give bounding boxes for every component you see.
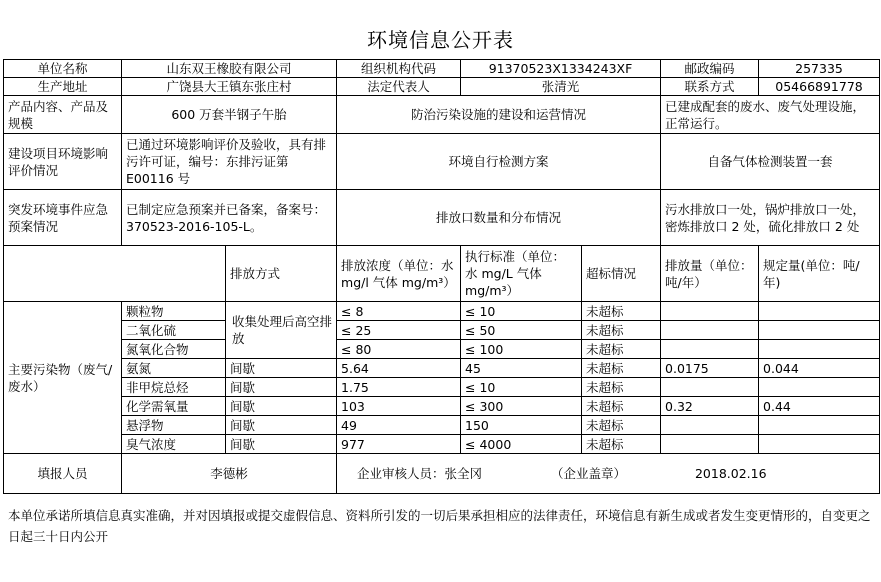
page-title: 环境信息公开表	[367, 28, 514, 52]
pollutant-concentration: 1.75	[337, 378, 461, 397]
facility-label: 防治污染设施的建设和运营情况	[337, 96, 661, 134]
header-blank	[4, 246, 226, 302]
unit-name-value: 山东双王橡胶有限公司	[122, 60, 337, 78]
postal-code-label: 邮政编码	[661, 60, 759, 78]
pollutant-status: 未超标	[582, 435, 661, 454]
filler-row	[4, 454, 880, 494]
header-concentration: 排放浓度（单位：水 mg/l 气体 mg/m³）	[337, 246, 461, 302]
header-method: 排放方式	[226, 246, 337, 302]
pollutant-method: 间歇	[226, 397, 337, 416]
fill-date: 2018.02.16	[694, 466, 767, 481]
pollutant-quota: 0.44	[759, 397, 880, 416]
pollutant-concentration: 977	[337, 435, 461, 454]
info-table	[3, 59, 880, 494]
pollutant-method: 间歇	[226, 378, 337, 397]
pollutant-amount	[661, 435, 759, 454]
pollutant-concentration: ≤ 25	[337, 321, 461, 340]
pollutant-amount	[661, 321, 759, 340]
pollutant-name: 氮氧化合物	[122, 340, 226, 359]
filler-label: 填报人员	[4, 454, 122, 494]
pollutant-name: 氨氮	[122, 359, 226, 378]
pollutant-method: 间歇	[226, 416, 337, 435]
table-row	[4, 190, 880, 246]
pollutant-row	[4, 359, 880, 378]
table-row	[4, 60, 880, 78]
pollutant-standard: ≤ 50	[461, 321, 582, 340]
pollutant-row	[4, 321, 880, 340]
pollutant-concentration: 103	[337, 397, 461, 416]
pollutant-amount: 0.32	[661, 397, 759, 416]
emergency-plan-value: 已制定应急预案并已备案，备案号：370523-2016-105-L。	[122, 190, 337, 246]
pollutant-concentration: ≤ 8	[337, 302, 461, 321]
contact-value: 05466891778	[759, 78, 880, 96]
product-value: 600 万套半钢子午胎	[122, 96, 337, 134]
table-row	[4, 134, 880, 190]
pollutant-concentration: 5.64	[337, 359, 461, 378]
monitor-plan-value: 自备气体检测装置一套	[661, 134, 880, 190]
pollutant-row	[4, 340, 880, 359]
pollutant-name: 颗粒物	[122, 302, 226, 321]
header-exceed: 超标情况	[582, 246, 661, 302]
filler-name: 李德彬	[122, 454, 337, 494]
monitor-plan-label: 环境自行检测方案	[337, 134, 661, 190]
pollutant-amount: 0.0175	[661, 359, 759, 378]
pollutant-concentration: ≤ 80	[337, 340, 461, 359]
pollutant-concentration: 49	[337, 416, 461, 435]
pollutant-header-row	[4, 246, 880, 302]
table-row	[4, 96, 880, 134]
pollutant-quota	[759, 321, 880, 340]
emergency-plan-label: 突发环境事件应急预案情况	[4, 190, 122, 246]
pollutant-name: 悬浮物	[122, 416, 226, 435]
pollutant-amount	[661, 416, 759, 435]
pollutant-quota: 0.044	[759, 359, 880, 378]
product-label: 产品内容、产品及规模	[4, 96, 122, 134]
seal-text: （企业盖章）	[551, 466, 627, 481]
pollutant-quota	[759, 378, 880, 397]
pollutant-quota	[759, 416, 880, 435]
address-value: 广饶县大王镇东张庄村	[122, 78, 337, 96]
postal-code-value: 257335	[759, 60, 880, 78]
shared-method: 收集处理后高空排放	[226, 302, 337, 359]
pollutant-row	[4, 378, 880, 397]
pollutant-row	[4, 302, 880, 321]
eia-value: 已通过环境影响评价及验收，具有排污许可证，编号：东排污证第 E00116 号	[122, 134, 337, 190]
commitment-note: 本单位承诺所填信息真实准确，并对因填报或提交虚假信息、资料所引发的一切后果承担相应的法律责任，环境信息有新生成或者发生变更情形的，自变更之日起三十日内公开	[8, 508, 871, 544]
pollutant-amount	[661, 302, 759, 321]
pollutant-row	[4, 435, 880, 454]
legal-rep-label: 法定代表人	[337, 78, 461, 96]
pollutant-name: 化学需氧量	[122, 397, 226, 416]
facility-value: 已建成配套的废水、废气处理设施，正常运行。	[661, 96, 880, 134]
pollutant-standard: ≤ 300	[461, 397, 582, 416]
pollutant-standard: 45	[461, 359, 582, 378]
pollutant-standard: 150	[461, 416, 582, 435]
pollutant-status: 未超标	[582, 416, 661, 435]
pollutant-method: 间歇	[226, 359, 337, 378]
pollutant-status: 未超标	[582, 378, 661, 397]
org-code-label: 组织机构代码	[337, 60, 461, 78]
pollutant-amount	[661, 378, 759, 397]
pollutant-standard: ≤ 10	[461, 302, 582, 321]
pollutant-status: 未超标	[582, 359, 661, 378]
pollutant-name: 非甲烷总烃	[122, 378, 226, 397]
pollutants-label: 主要污染物（废气/废水）	[4, 302, 122, 454]
header-quota: 规定量(单位：吨/年)	[759, 246, 880, 302]
address-label: 生产地址	[4, 78, 122, 96]
table-row	[4, 78, 880, 96]
header-standard: 执行标准（单位：水 mg/L 气体 mg/m³）	[461, 246, 582, 302]
pollutant-name: 二氧化硫	[122, 321, 226, 340]
reviewer-text: 企业审核人员：张全冈	[357, 466, 483, 481]
reviewer-cell	[337, 454, 880, 494]
pollutant-status: 未超标	[582, 302, 661, 321]
header-amount: 排放量（单位：吨/年）	[661, 246, 759, 302]
pollutant-method: 间歇	[226, 435, 337, 454]
contact-label: 联系方式	[661, 78, 759, 96]
pollutant-standard: ≤ 4000	[461, 435, 582, 454]
org-code-value: 91370523X1334243XF	[461, 60, 661, 78]
pollutant-standard: ≤ 10	[461, 378, 582, 397]
pollutant-amount	[661, 340, 759, 359]
pollutant-quota	[759, 302, 880, 321]
pollutant-quota	[759, 340, 880, 359]
pollutant-standard: ≤ 100	[461, 340, 582, 359]
pollutant-row	[4, 397, 880, 416]
pollutant-quota	[759, 435, 880, 454]
pollutant-status: 未超标	[582, 397, 661, 416]
outlet-label: 排放口数量和分布情况	[337, 190, 661, 246]
outlet-value: 污水排放口一处，锅炉排放口一处，密炼排放口 2 处，硫化排放口 2 处	[661, 190, 880, 246]
eia-label: 建设项目环境影响评价情况	[4, 134, 122, 190]
pollutant-name: 臭气浓度	[122, 435, 226, 454]
legal-rep-value: 张清光	[461, 78, 661, 96]
pollutant-status: 未超标	[582, 340, 661, 359]
pollutant-row	[4, 416, 880, 435]
unit-name-label: 单位名称	[4, 60, 122, 78]
pollutant-status: 未超标	[582, 321, 661, 340]
